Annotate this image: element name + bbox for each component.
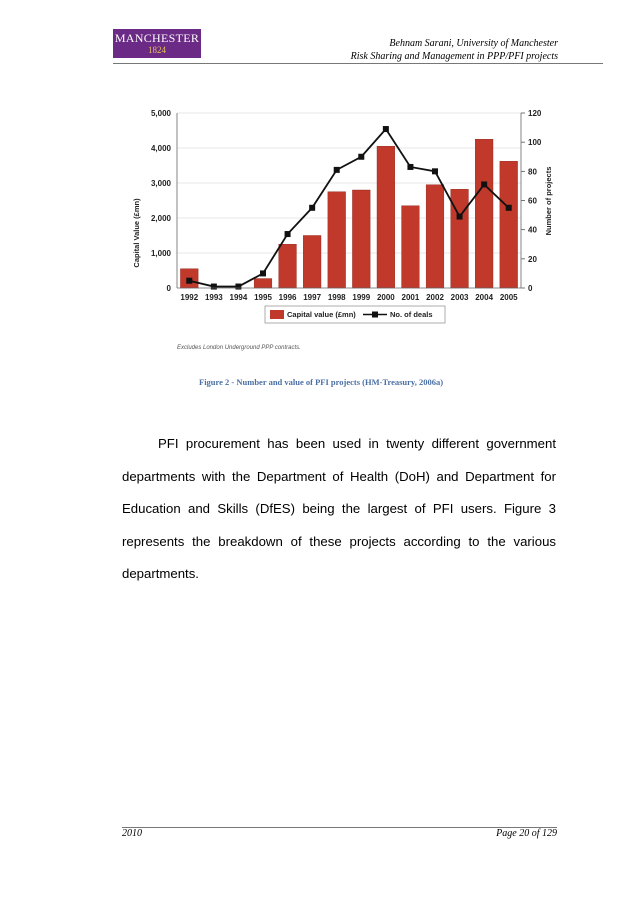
legend-label-deals: No. of deals bbox=[390, 310, 433, 319]
chart-note: Excludes London Underground PPP contracts. bbox=[177, 345, 301, 351]
deals-marker bbox=[285, 231, 291, 237]
deals-marker bbox=[211, 284, 217, 290]
header-author: Behnam Sarani, University of Manchester bbox=[389, 38, 558, 49]
legend-bar-swatch bbox=[270, 310, 284, 319]
bar bbox=[328, 192, 346, 288]
x-tick-label: 1995 bbox=[254, 293, 272, 302]
body-paragraph bbox=[122, 428, 556, 591]
y2-tick-label: 40 bbox=[528, 225, 537, 235]
y2-tick-label: 60 bbox=[528, 196, 537, 206]
y2-tick-label: 120 bbox=[528, 109, 542, 118]
bar bbox=[426, 185, 444, 288]
deals-marker bbox=[506, 205, 512, 211]
footer-divider bbox=[122, 827, 557, 828]
x-tick-label: 2003 bbox=[450, 293, 469, 302]
y-tick-label: 5,000 bbox=[150, 109, 171, 118]
x-tick-label: 2000 bbox=[376, 293, 395, 302]
running-header bbox=[351, 37, 558, 63]
x-tick-label: 1994 bbox=[229, 293, 248, 302]
paragraph-text: PFI procurement has been used in twenty different government departments with the Department of Health (DoH) and Department for Education and Skills (DfES) being the largest of PFI users. Figure 3 represents the breakdown of these projects according to the various departments. bbox=[122, 436, 556, 581]
y-tick-label: 4,000 bbox=[150, 144, 171, 153]
y2-axis-label: Number of projects bbox=[544, 166, 553, 236]
y2-tick-label: 100 bbox=[528, 138, 542, 148]
deals-marker bbox=[260, 270, 266, 276]
y-tick-label: 2,000 bbox=[150, 214, 171, 223]
header-divider bbox=[113, 63, 603, 64]
deals-marker bbox=[383, 126, 389, 132]
deals-marker bbox=[186, 278, 192, 284]
y-tick-label: 3,000 bbox=[150, 179, 171, 188]
x-tick-label: 1993 bbox=[204, 293, 223, 302]
deals-marker bbox=[432, 168, 438, 174]
y-tick-label: 0 bbox=[166, 284, 171, 293]
logo-year: 1824 bbox=[148, 45, 166, 55]
figure-caption: Figure 2 - Number and value of PFI projects (HM-Treasury, 2006a) bbox=[199, 377, 444, 387]
x-tick-label: 1999 bbox=[352, 293, 371, 302]
bar bbox=[254, 279, 272, 288]
x-tick-label: 2005 bbox=[499, 293, 518, 302]
chart-legend bbox=[265, 306, 445, 323]
bar bbox=[377, 146, 395, 288]
legend-label-capital: Capital value (£mn) bbox=[287, 310, 356, 319]
y-axis-label: Capital Value (£mn) bbox=[132, 198, 141, 268]
bar bbox=[303, 236, 321, 289]
chart-gridlines bbox=[177, 113, 521, 288]
deals-marker bbox=[309, 205, 315, 211]
y2-tick-label: 20 bbox=[528, 254, 537, 264]
x-tick-label: 1992 bbox=[180, 293, 199, 302]
deals-marker bbox=[481, 181, 487, 187]
deals-marker bbox=[334, 167, 340, 173]
y2-tick-label: 80 bbox=[528, 167, 537, 177]
deals-marker bbox=[235, 284, 241, 290]
x-tick-label: 1998 bbox=[327, 293, 346, 302]
x-tick-label: 2004 bbox=[475, 293, 494, 302]
x-tick-label: 2001 bbox=[401, 293, 420, 302]
x-tick-label: 1996 bbox=[278, 293, 297, 302]
bar bbox=[500, 161, 518, 288]
footer-year: 2010 bbox=[122, 828, 142, 839]
plot-area bbox=[177, 113, 521, 288]
y2-tick-label: 0 bbox=[528, 284, 533, 293]
x-tick-label: 2002 bbox=[426, 293, 444, 302]
deals-marker bbox=[457, 214, 463, 220]
deals-marker bbox=[407, 164, 413, 170]
legend-marker-swatch bbox=[372, 312, 378, 318]
logo-text: MANCHESTER bbox=[114, 31, 200, 45]
bar bbox=[402, 206, 420, 288]
y-tick-label: 1,000 bbox=[150, 249, 171, 258]
bar bbox=[475, 139, 493, 288]
header-title: Risk Sharing and Management in PPP/PFI projects bbox=[350, 51, 558, 62]
deals-marker bbox=[358, 154, 364, 160]
x-tick-label: 1997 bbox=[303, 293, 322, 302]
university-logo bbox=[113, 29, 201, 58]
bar bbox=[279, 244, 297, 288]
bar bbox=[352, 190, 370, 288]
footer-page-number: Page 20 of 129 bbox=[496, 828, 557, 839]
pfi-chart bbox=[125, 103, 555, 353]
